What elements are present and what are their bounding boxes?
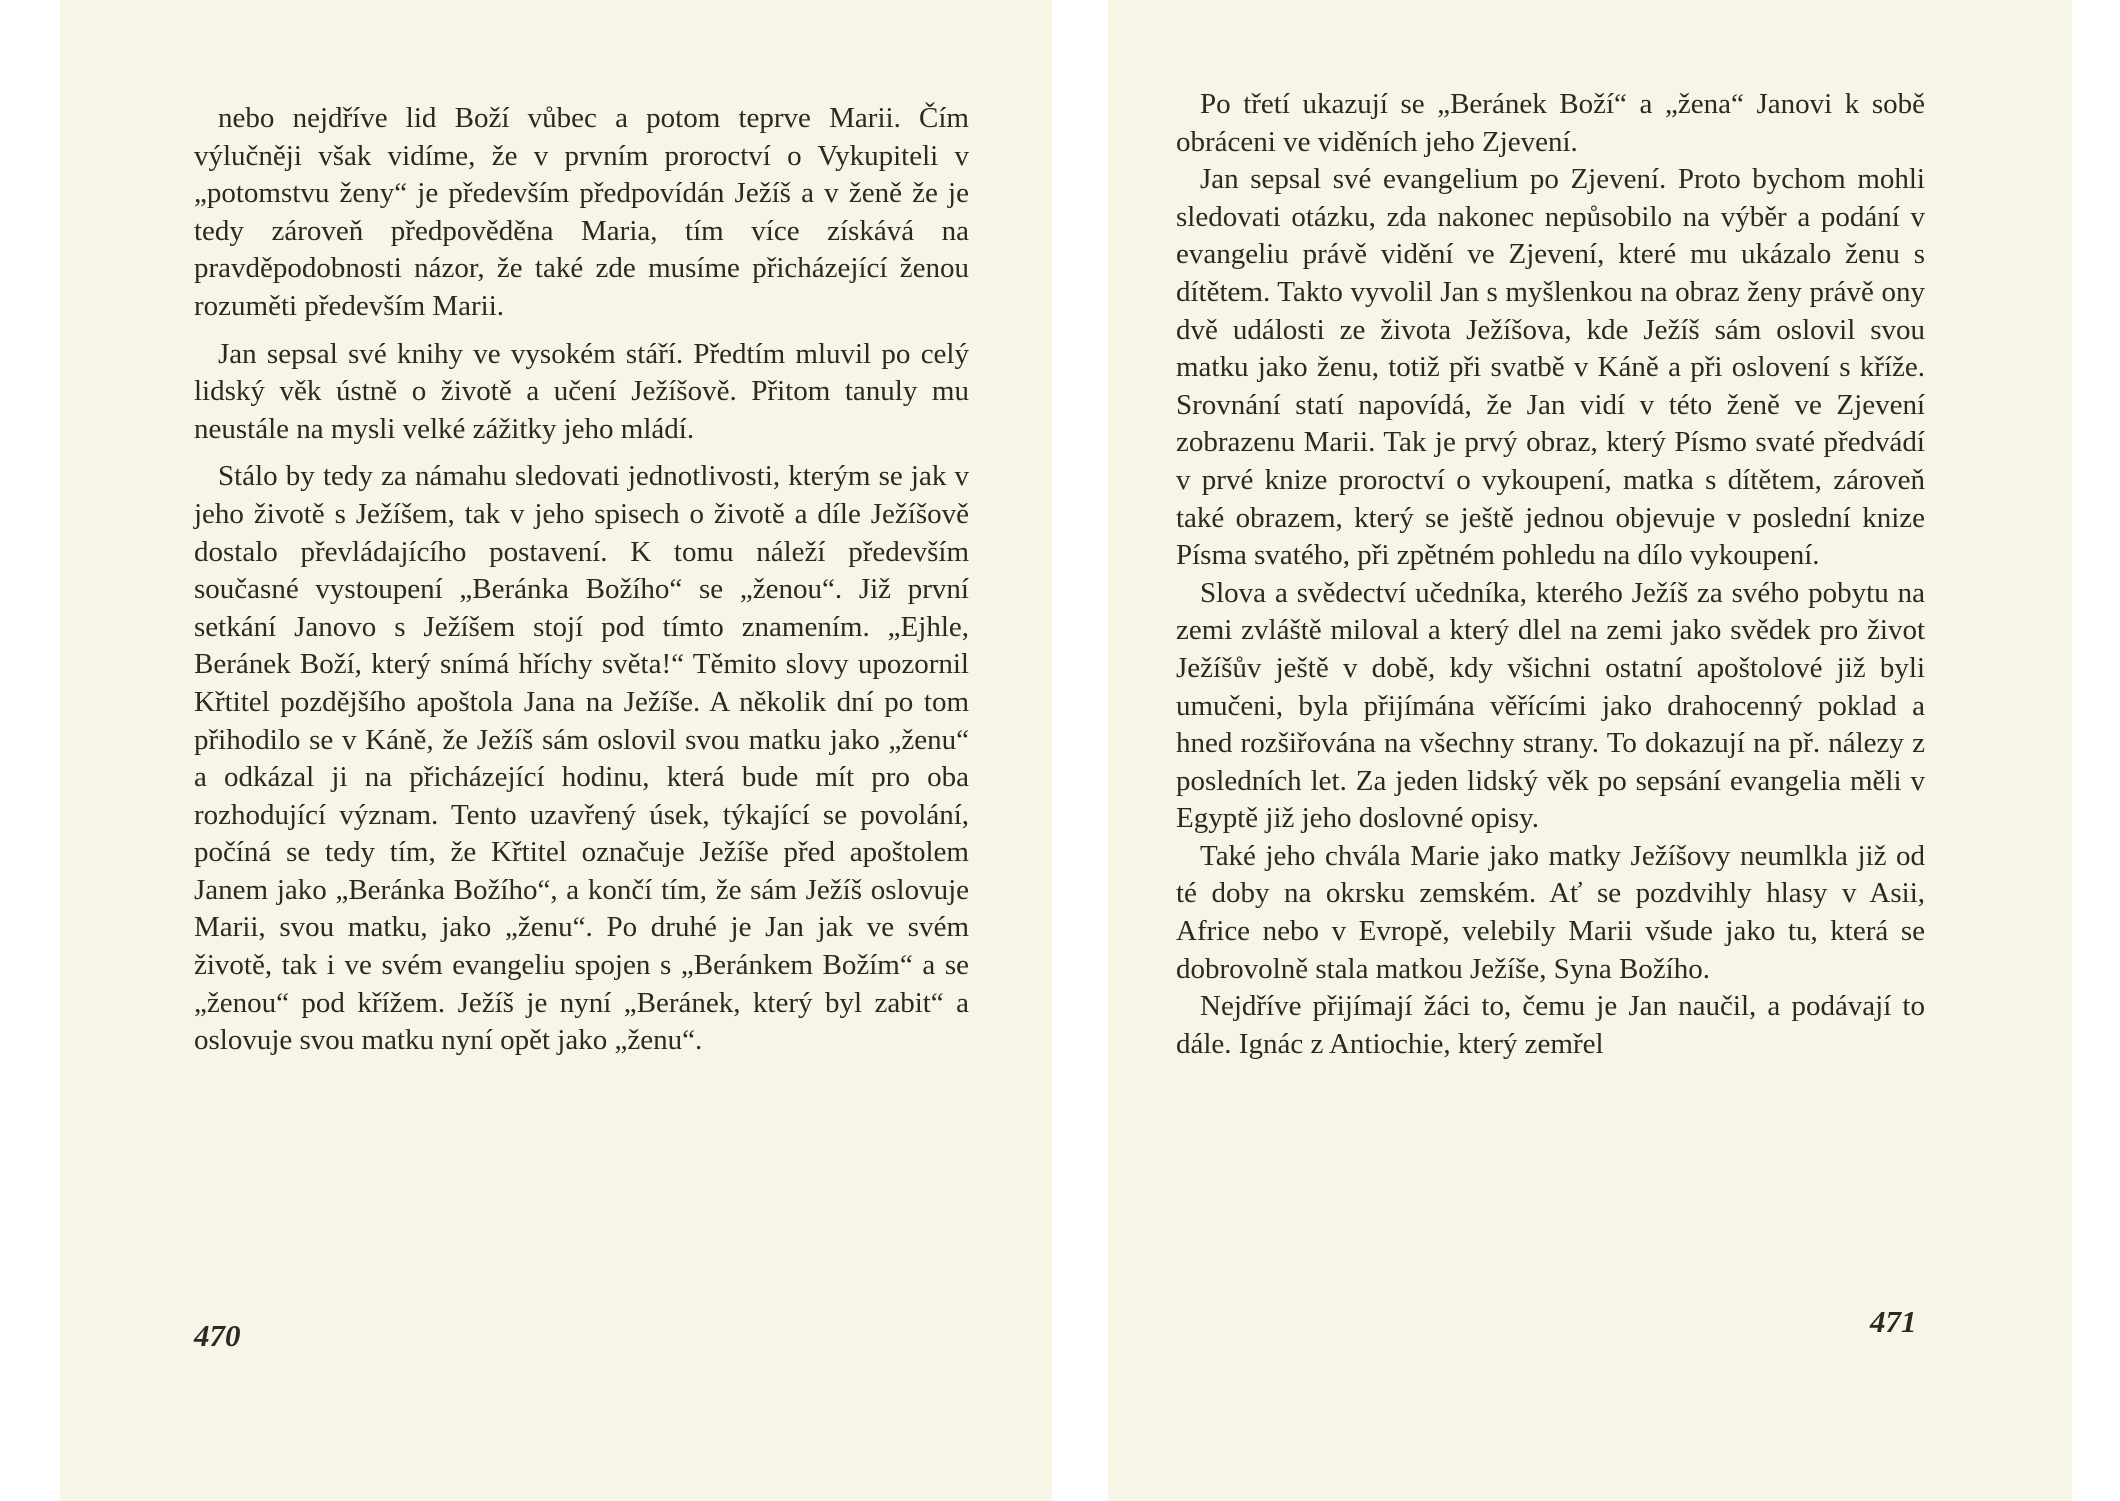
right-paragraph-4: Také jeho chvála Marie jako matky Ježíšovy neumlkla již od té doby na okrsku zemském. Ať se pozdvihly hlasy v Asii, Africe nebo v Evropě, velebily Marii všude jako tu, která se dobrovolně stala matkou Ježíše, Syna Božího. xyxy=(1176,839,1925,985)
right-paragraph-3: Slova a svědectví učedníka, kterého Ježíš za svého pobytu na zemi zvláště miloval a který dlel na zemi jako svědek pro život Ježíšův ještě v době, kdy všichni ostatní apoštolové již byli umučeni, byla přijímána věřícími jako drahocenný poklad a hned rozšiřována na všechny strany. To dokazují na př. nálezy z posledních let. Za jeden lidský věk po sepsání evangelia měli v Egyptě již jeho doslovné opisy. xyxy=(1176,576,1925,835)
right-page-text xyxy=(1176,86,1925,1063)
right-page xyxy=(1108,0,2072,1501)
left-paragraph-1: nebo nejdříve lid Boží vůbec a potom teprve Marii. Čím výlučněji však vidíme, že v prvním proroctví o Vykupiteli v „potomstvu ženy“ je především předpovídán Ježíš a v ženě že je tedy zároveň předpověděna Maria, tím více získává na pravděpodobnosti názor, že také zde musíme přicházející ženou rozuměti především Marii. xyxy=(194,102,969,322)
left-page-number: 470 xyxy=(194,1318,241,1353)
right-paragraph-1: Po třetí ukazují se „Beránek Boží“ a „žena“ Janovi k sobě obráceni ve viděních jeho Zjevení. xyxy=(1176,88,1925,158)
right-page-number: 471 xyxy=(1870,1304,1917,1339)
left-paragraph-2: Jan sepsal své knihy ve vysokém stáří. Předtím mluvil po celý lidský věk ústně o životě a učení Ježíšově. Přitom tanuly mu neustále na mysli velké zážitky jeho mládí. xyxy=(194,337,969,445)
left-page-text xyxy=(194,100,969,1060)
right-paragraph-2: Jan sepsal své evangelium po Zjevení. Proto bychom mohli sledovati otázku, zda nakonec nepůsobilo na výběr a podání v evangeliu právě vidění ve Zjevení, které mu ukázalo ženu s dítětem. Takto vyvolil Jan s myšlenkou na obraz ženy právě ony dvě události ze života Ježíšova, kde Ježíš sám oslovil svou matku jako ženu, totiž při svatbě v Káně a při oslovení s kříže. Srovnání statí napovídá, že Jan vidí v této ženě ve Zjevení zobrazenu Marii. Tak je prvý obraz, který Písmo svaté předvádí v prvé knize proroctví o vykoupení, matka s dítětem, zároveň také obrazem, který se ještě jednou objevuje v poslední knize Písma svatého, při zpětném pohledu na dílo vykoupení. xyxy=(1176,163,1925,572)
left-paragraph-3: Stálo by tedy za námahu sledovati jednotlivosti, kterým se jak v jeho životě s Ježíšem, tak v jeho spisech o životě a díle Ježíšově dostalo převládajícího postavení. K tomu náleží především současné vystoupení „Beránka Božího“ se „ženou“. Již první setkání Janovo s Ježíšem stojí pod tímto znamením. „Ejhle, Beránek Boží, který snímá hříchy světa!“ Těmito slovy upozornil Křtitel pozdějšího apoštola Jana na Ježíše. A několik dní po tom přihodilo se v Káně, že Ježíš sám oslovil svou matku jako „ženu“ a odkázal ji na přicházející hodinu, která bude mít pro oba rozhodující význam. Tento uzavřený úsek, týkající se povolání, počíná se tedy tím, že Křtitel označuje Ježíše před apoštolem Janem jako „Beránka Božího“, a končí tím, že sám Ježíš oslovuje Marii, svou matku, jako „ženu“. Po druhé je Jan jak ve svém životě, tak i ve svém evangeliu spojen s „Beránkem Božím“ a se „ženou“ pod křížem. Ježíš je nyní „Beránek, který byl zabit“ a oslovuje svou matku nyní opět jako „ženu“. xyxy=(194,460,969,1057)
right-paragraph-5: Nejdříve přijímají žáci to, čemu je Jan naučil, a podávají to dále. Ignác z Antiochie, který zemřel xyxy=(1176,990,1925,1060)
left-page xyxy=(60,0,1052,1501)
